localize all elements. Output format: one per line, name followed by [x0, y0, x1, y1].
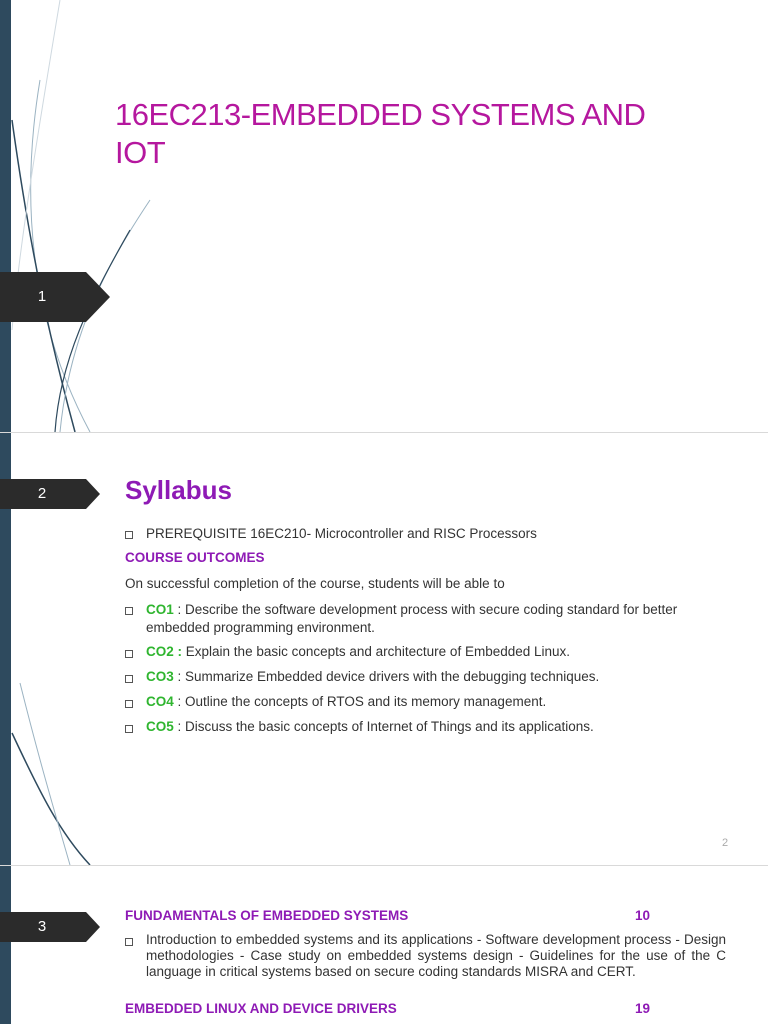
- outcome-label: CO3: [146, 669, 174, 684]
- outcome-item-co2: [146, 643, 736, 661]
- bullet-icon: [125, 938, 133, 948]
- bullet-icon: [125, 675, 133, 685]
- unit-2-hours: 19: [635, 1001, 651, 1016]
- outcome-label: CO4: [146, 694, 174, 709]
- slide-number-badge: [0, 469, 110, 519]
- outcome-text: Summarize Embedded device drivers with the debugging techniques.: [185, 669, 600, 684]
- slide-1: [0, 0, 768, 432]
- bullet-icon: [125, 607, 133, 617]
- unit-1-hours: 10: [635, 908, 651, 923]
- prerequisite-text: PREREQUISITE 16EC210- Microcontroller and RISC Processors: [146, 526, 537, 541]
- outcome-text: Discuss the basic concepts of Internet of Things and its applications.: [185, 719, 594, 734]
- outcome-text: Outline the concepts of RTOS and its memory management.: [185, 694, 547, 709]
- outcome-text: Describe the software development process with secure coding standard for better embedded programming environment.: [146, 602, 678, 635]
- course-outcomes-heading: COURSE OUTCOMES: [125, 550, 265, 565]
- outcome-text: Explain the basic concepts and architecture of Embedded Linux.: [185, 644, 571, 659]
- bullet-icon: [125, 725, 133, 735]
- slide-2: [0, 433, 768, 865]
- outcome-label: CO2 :: [146, 644, 183, 659]
- bullet-icon: [125, 531, 133, 541]
- outcome-label: CO5: [146, 719, 174, 734]
- outcome-item-co4: CO4 : Outline the concepts of RTOS and its memory management.: [146, 694, 547, 709]
- document-title: 16EC213-EMBEDDED SYSTEMS AND IOT: [115, 97, 646, 170]
- syllabus-title: Syllabus: [125, 475, 232, 505]
- slide-number: 2: [37, 485, 47, 502]
- slide-number: 1: [37, 288, 47, 305]
- unit-1-title: FUNDAMENTALS OF EMBEDDED SYSTEMS: [125, 908, 409, 923]
- outcomes-intro: On successful completion of the course, students will be able to: [125, 576, 505, 591]
- slide-3: [0, 866, 768, 1024]
- slide-number: 3: [37, 918, 47, 935]
- outcome-label: CO1: [146, 602, 174, 617]
- decorative-curves: [0, 0, 200, 432]
- unit-1-content: Introduction to embedded systems and its applications - Software development process - Design methodologies - Case study on embedded systems design - Guidelines for the use of the C language in critical systems based on secure coding standards MISRA and CERT.: [146, 932, 726, 979]
- slide-number-badge: [0, 272, 110, 322]
- slide-number-badge: [0, 902, 110, 952]
- bullet-icon: [125, 700, 133, 710]
- unit-2-title: EMBEDDED LINUX AND DEVICE DRIVERS: [125, 1001, 397, 1016]
- page-number: 2: [722, 837, 729, 849]
- outcome-item-co3: CO3 : Summarize Embedded device drivers with the debugging techniques.: [146, 669, 600, 684]
- outcome-item-co5: CO5 : Discuss the basic concepts of Internet of Things and its applications.: [146, 719, 594, 734]
- bullet-icon: [125, 650, 133, 660]
- outcome-item-co1: CO1 : Describe the software development process with secure coding standard for better embedded programming environment.: [146, 602, 678, 635]
